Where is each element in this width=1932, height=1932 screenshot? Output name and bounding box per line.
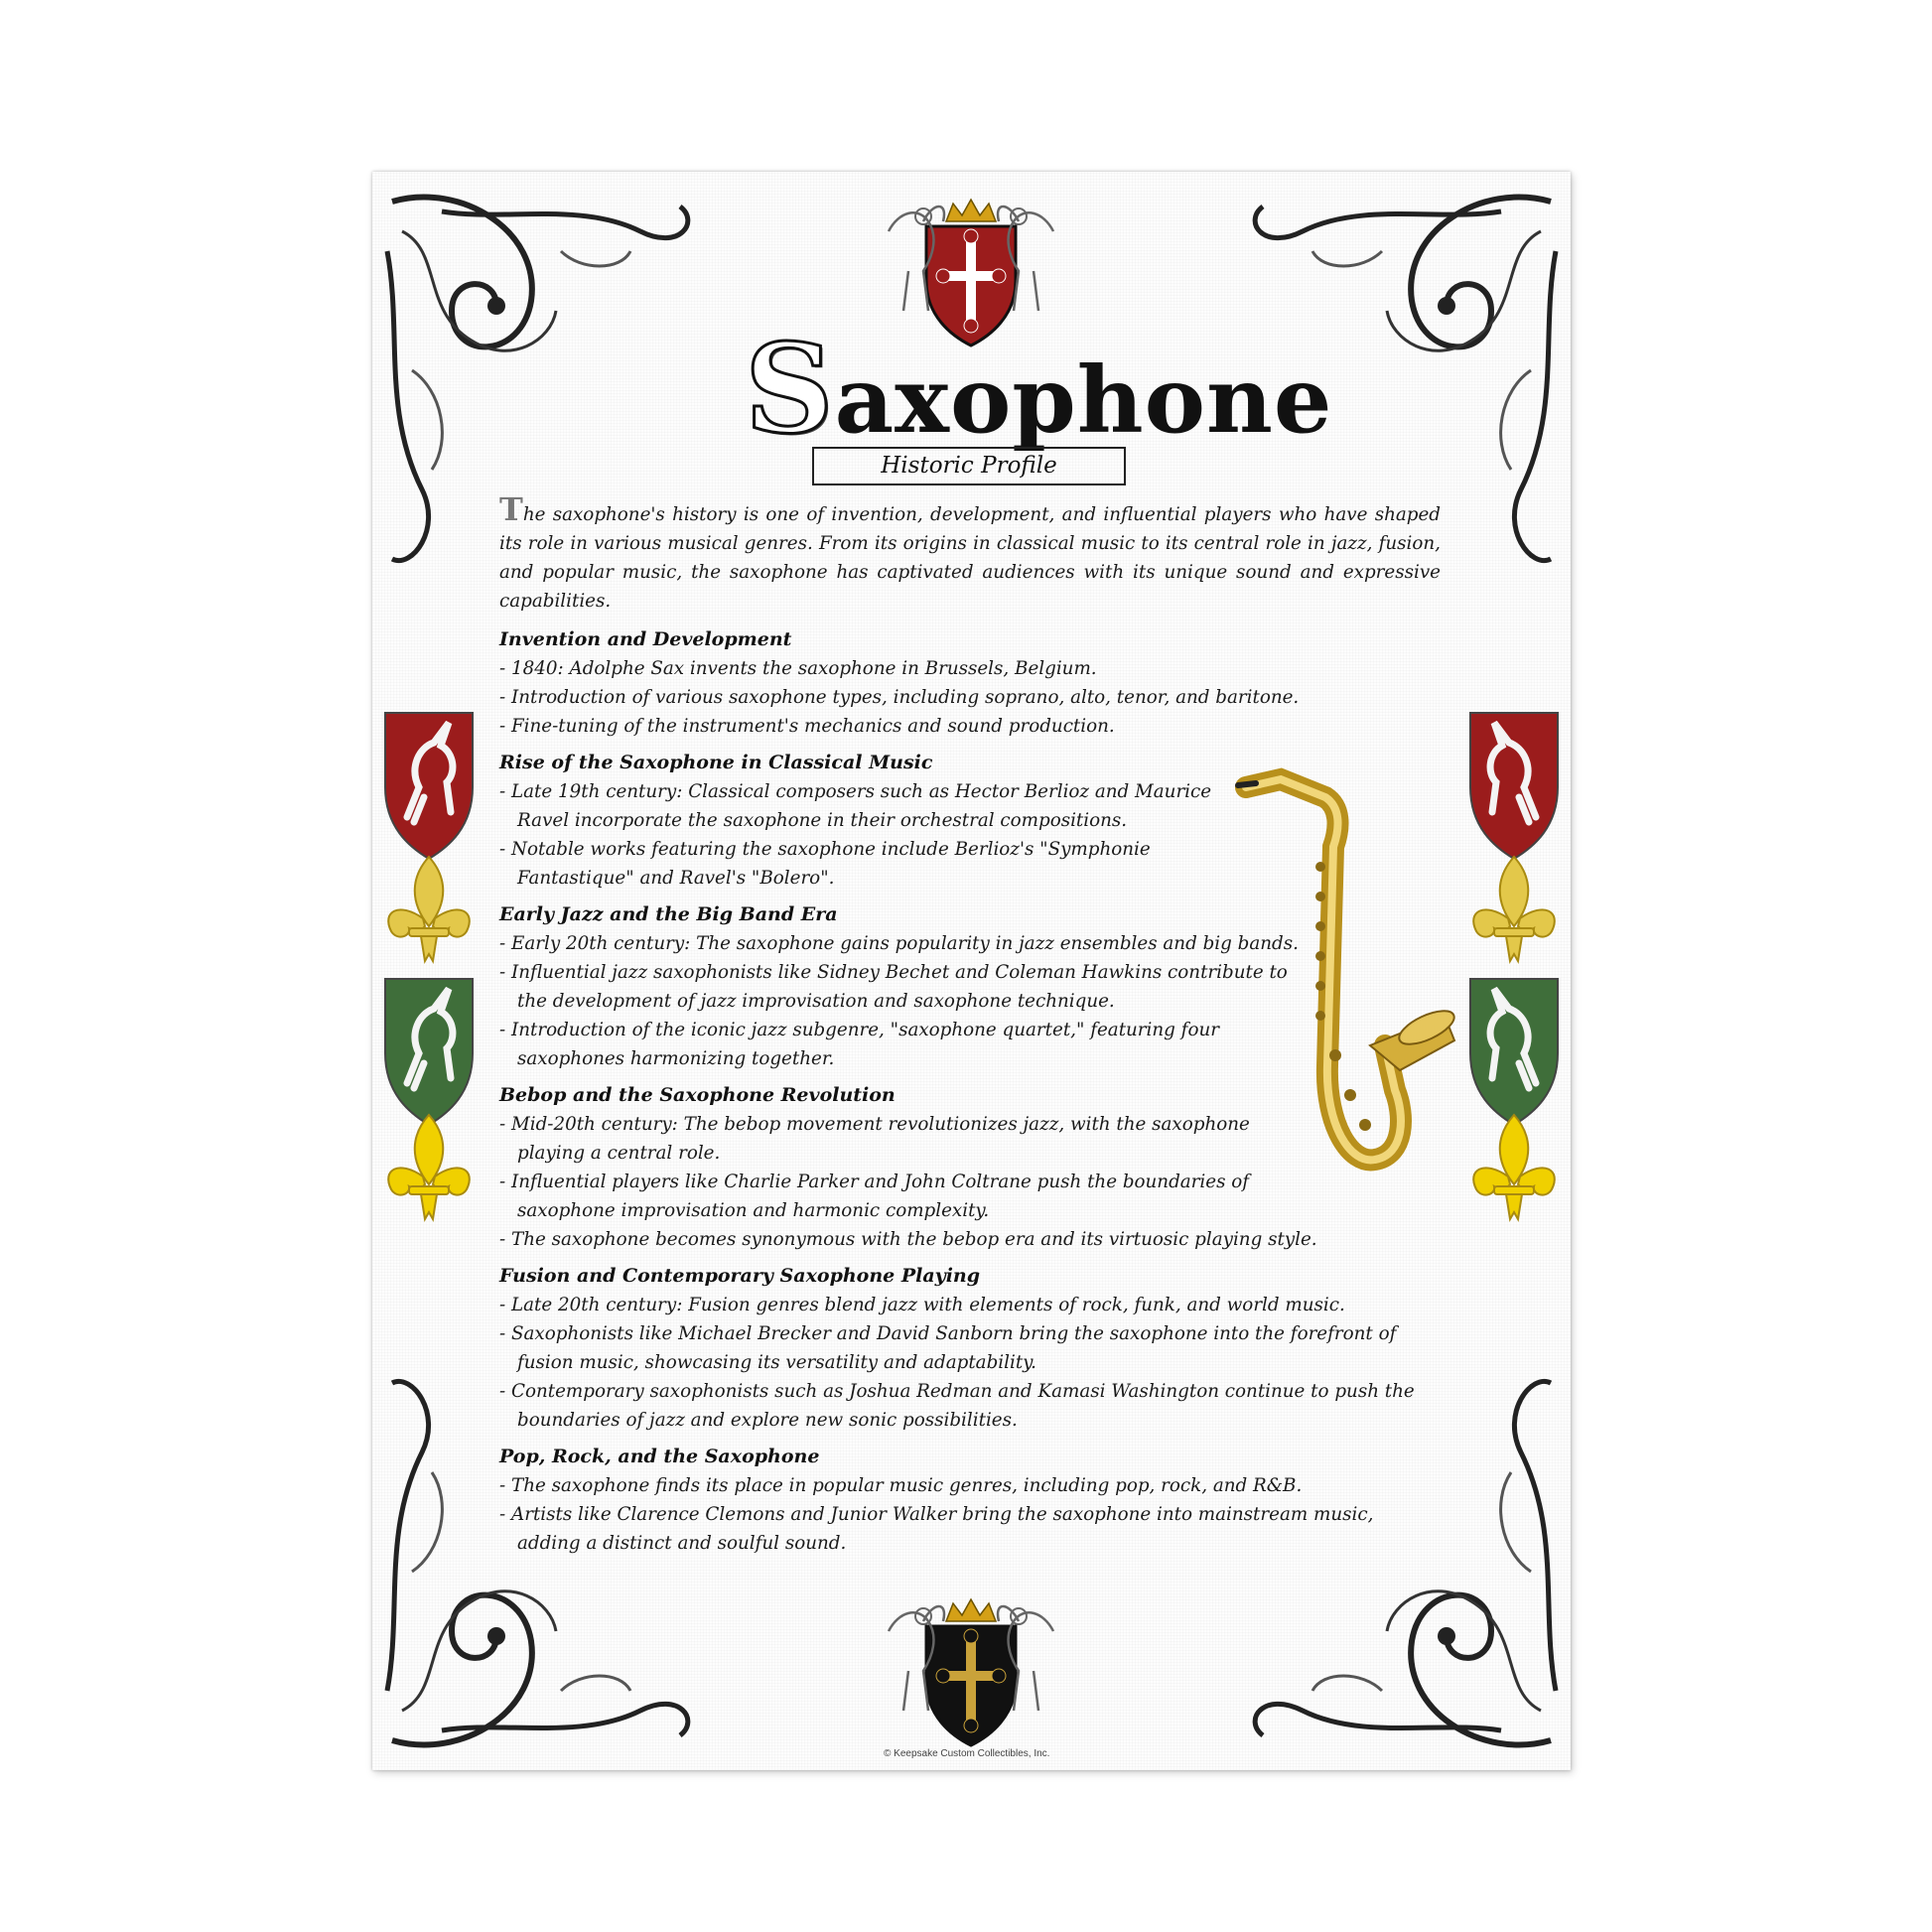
- list-item: - Notable works featuring the saxophone include Berlioz's "Symphonie Fantastique" and Ravel's "Bolero".: [499, 835, 1173, 893]
- section-invention: [499, 625, 1441, 741]
- section-early-jazz: [499, 900, 1441, 1073]
- fleur-de-lis-left-2-icon: [388, 1115, 470, 1219]
- list-item: - Fine-tuning of the instrument's mechanics and sound production.: [499, 712, 1441, 741]
- copyright-notice: © Keepsake Custom Collectibles, Inc.: [884, 1748, 1050, 1759]
- subtitle-box: [812, 447, 1126, 485]
- section-pop-rock: [499, 1443, 1441, 1558]
- unicorn-shield-green-right-icon: [1470, 979, 1558, 1125]
- list-item: - Artists like Clarence Clemons and Junior Walker bring the saxophone into mainstream music, adding a distinct and soulful sound.: [499, 1500, 1401, 1558]
- intro-paragraph: [499, 490, 1441, 616]
- list-item: - The saxophone becomes synonymous with the bebop era and its virtuosic playing style.: [499, 1225, 1351, 1254]
- intro-text: he saxophone's history is one of invention, development, and influential players who have shaped its role in various musical genres. From its origins in classical music to its central role in jazz, fusion, and popular music, the saxophone has captivated audiences with its unique sound and expressive capabilities.: [499, 504, 1441, 612]
- list-item: - Contemporary saxophonists such as Joshua Redman and Kamasi Washington continue to push the boundaries of jazz and explore new sonic possibilities.: [499, 1377, 1441, 1435]
- section-heading: Pop, Rock, and the Saxophone: [499, 1446, 820, 1467]
- list-item: - Introduction of the iconic jazz subgenre, "saxophone quartet," featuring four saxophones harmonizing together.: [499, 1016, 1252, 1073]
- intro-dropcap: T: [499, 490, 523, 528]
- list-item: - Saxophonists like Michael Brecker and David Sanborn bring the saxophone into the forefront of fusion music, showcasing its versatility and adaptability.: [499, 1319, 1441, 1377]
- section-heading: Invention and Development: [499, 628, 792, 650]
- section-heading: Rise of the Saxophone in Classical Music: [499, 752, 933, 773]
- list-item: - Early 20th century: The saxophone gains popularity in jazz ensembles and big bands.: [499, 929, 1311, 958]
- section-heading: Fusion and Contemporary Saxophone Playing: [499, 1265, 981, 1287]
- fleur-de-lis-left-icon: [388, 857, 470, 961]
- unicorn-shield-green-left-icon: [385, 979, 473, 1125]
- page-title: [745, 318, 1333, 462]
- list-item: - Late 20th century: Fusion genres blend jazz with elements of rock, funk, and world music.: [499, 1291, 1441, 1319]
- title-initial: S: [745, 318, 835, 462]
- list-item: - Mid-20th century: The bebop movement revolutionizes jazz, with the saxophone playing a central role.: [499, 1110, 1272, 1168]
- list-item: - Influential players like Charlie Parker and John Coltrane push the boundaries of saxophone improvisation and harmonic complexity.: [499, 1168, 1292, 1225]
- list-item: - 1840: Adolphe Sax invents the saxophone in Brussels, Belgium.: [499, 654, 1441, 683]
- bottom-crest-icon: [926, 1599, 1016, 1745]
- section-heading: Early Jazz and the Big Band Era: [499, 903, 838, 925]
- unicorn-shield-red-right-icon: [1470, 713, 1558, 859]
- section-bebop: [499, 1081, 1441, 1254]
- top-crest-icon: [926, 200, 1016, 345]
- section-classical: [499, 749, 1441, 893]
- content-body: [499, 490, 1441, 1566]
- list-item: - Late 19th century: Classical composers such as Hector Berlioz and Maurice Ravel incorporate the saxophone in their orchestral compositions.: [499, 777, 1252, 835]
- section-heading: Bebop and the Saxophone Revolution: [499, 1084, 896, 1106]
- list-item: - Introduction of various saxophone types, including soprano, alto, tenor, and baritone.: [499, 683, 1441, 712]
- list-item: - The saxophone finds its place in popular music genres, including pop, rock, and R&B.: [499, 1471, 1441, 1500]
- list-item: - Influential jazz saxophonists like Sidney Bechet and Coleman Hawkins contribute to the development of jazz improvisation and saxophone technique.: [499, 958, 1321, 1016]
- section-fusion: [499, 1262, 1441, 1435]
- fleur-de-lis-right-icon: [1473, 857, 1555, 961]
- subtitle: Historic Profile: [881, 453, 1057, 479]
- fleur-de-lis-right-2-icon: [1473, 1115, 1555, 1219]
- title-rest: axophone: [834, 346, 1333, 454]
- unicorn-shield-red-left-icon: [385, 713, 473, 859]
- canvas-print: [372, 172, 1571, 1770]
